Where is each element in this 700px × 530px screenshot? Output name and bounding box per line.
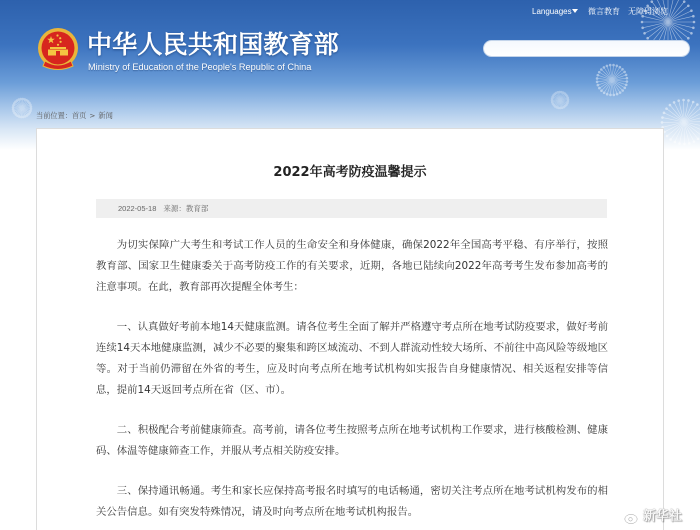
watermark-text: 新华社 [643, 509, 683, 524]
breadcrumb [36, 111, 113, 121]
article-paragraph: 为切实保障广大考生和考试工作人员的生命安全和身体健康，确保2022年全国高考平稳、有序举行，按照教育部、国家卫生健康委关于高考防疫工作的有关要求，近期，各地已陆续向2022年高考考生发布参加高考的注意事项。在此，教育部再次提醒全体考生： [96, 239, 608, 293]
languages-menu[interactable]: Languages [532, 7, 572, 16]
article-body [96, 235, 608, 530]
article-paragraph: 二、积极配合考前健康筛查。高考前，请各位考生按照考点所在地考试机构工作要求，进行核酸检测、健康码、体温等健康筛查工作，并服从考点相关防疫安排。 [96, 424, 608, 457]
breadcrumb-current-link[interactable]: 新闻 [98, 111, 113, 120]
dandelion-puff [596, 64, 628, 96]
article-date: 2022-05-18 [118, 204, 157, 213]
breadcrumb-home-link[interactable]: 首页 [71, 111, 87, 120]
breadcrumb-separator: > [89, 111, 96, 120]
dandelion-puff [661, 99, 700, 146]
article-container [36, 128, 664, 530]
site-title: 中华人民共和国教育部 [87, 30, 340, 59]
site-subtitle: Ministry of Education of the People's Republic of China [88, 62, 312, 72]
search-input[interactable] [483, 40, 690, 57]
accessibility-link[interactable]: 无障碍浏览 [628, 7, 668, 16]
dandelion-puff [551, 91, 570, 110]
national-emblem-icon [37, 27, 79, 71]
article-paragraph: 一、认真做好考前本地14天健康监测。请各位考生全面了解并严格遵守考点所在地考试防疫要求，做好考前连续14天本地健康监测，减少不必要的聚集和跨区域流动、不到人群流动性较大场所、不前往中高风险等级地区等。对于当前仍滞留在外省的考生，应及时向考点所在地考试机构如实报告自身健康情况、相关返程安排等信息，提前14天返回考点所在省（区、市）。 [96, 321, 608, 396]
article-paragraph: 三、保持通讯畅通。考生和家长应保持高考报名时填写的电话畅通，密切关注考点所在地考试机构发布的相关公告信息。如有突发特殊情况，请及时向考点所在地考试机构报告。 [96, 485, 608, 518]
article-meta-bar [96, 199, 607, 218]
dandelion-puff [12, 98, 33, 119]
weiyan-link[interactable]: 微言教育 [588, 7, 620, 16]
breadcrumb-label: 当前位置： [36, 111, 72, 120]
weibo-icon [624, 510, 639, 525]
article-title: 2022年高考防疫温馨提示 [273, 165, 427, 180]
article-source: 来源：教育部 [163, 204, 209, 213]
watermark [624, 508, 694, 526]
chevron-down-icon[interactable] [572, 9, 578, 14]
